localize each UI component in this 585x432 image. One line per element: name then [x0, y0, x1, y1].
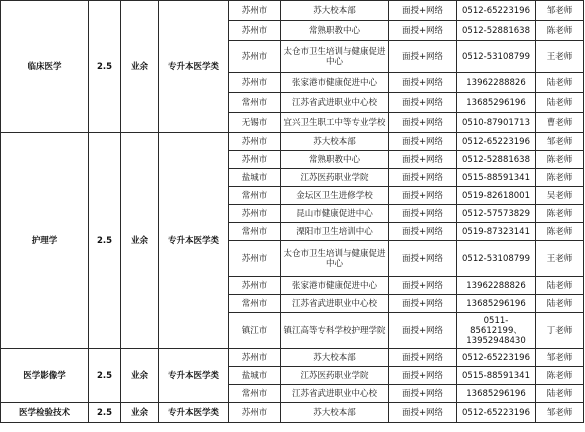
city-cell: 苏州市	[229, 205, 281, 223]
city-cell: 苏州市	[229, 403, 281, 423]
study-cell: 面授+网络	[389, 169, 457, 187]
study-cell: 面授+网络	[389, 205, 457, 223]
years-cell: 2.5	[89, 1, 121, 133]
school-cell: 苏大校本部	[281, 133, 389, 151]
study-cell: 面授+网络	[389, 241, 457, 277]
phone-cell: 13685296196	[457, 295, 536, 313]
phone-cell: 0512-65223196	[457, 133, 536, 151]
mode-cell: 业余	[121, 133, 159, 349]
contact-cell: 丁老师	[536, 313, 584, 349]
phone-cell: 0512-52881638	[457, 21, 536, 41]
city-cell: 常州市	[229, 295, 281, 313]
contact-cell: 陆老师	[536, 73, 584, 93]
phone-cell: 0512-57573829	[457, 205, 536, 223]
contact-cell: 陆老师	[536, 277, 584, 295]
contact-cell: 王老师	[536, 241, 584, 277]
school-cell: 苏大校本部	[281, 349, 389, 367]
school-cell: 昆山市健康促进中心	[281, 205, 389, 223]
school-cell: 张家港市健康促进中心	[281, 277, 389, 295]
study-cell: 面授+网络	[389, 151, 457, 169]
contact-cell: 邹老师	[536, 403, 584, 423]
phone-cell: 0519-87323141	[457, 223, 536, 241]
contact-cell: 王老师	[536, 41, 584, 73]
school-cell: 宜兴卫生职工中等专业学校	[281, 113, 389, 133]
phone-cell: 13962288826	[457, 73, 536, 93]
city-cell: 苏州市	[229, 241, 281, 277]
school-cell: 苏大校本部	[281, 403, 389, 423]
level-cell: 专升本医学类	[159, 403, 229, 423]
major-cell: 临床医学	[1, 1, 89, 133]
phone-cell: 13962288826	[457, 277, 536, 295]
phone-cell: 0512-53108799	[457, 41, 536, 73]
school-cell: 江苏省武进职业中心校	[281, 295, 389, 313]
school-cell: 溧阳市卫生培训中心	[281, 223, 389, 241]
study-cell: 面授+网络	[389, 367, 457, 385]
city-cell: 苏州市	[229, 73, 281, 93]
contact-cell: 曹老师	[536, 113, 584, 133]
study-cell: 面授+网络	[389, 223, 457, 241]
city-cell: 常州市	[229, 187, 281, 205]
contact-cell: 陈老师	[536, 205, 584, 223]
study-cell: 面授+网络	[389, 277, 457, 295]
city-cell: 常州市	[229, 385, 281, 403]
mode-cell: 业余	[121, 1, 159, 133]
school-cell: 太仓市卫生培训与健康促进中心	[281, 241, 389, 277]
study-cell: 面授+网络	[389, 403, 457, 423]
city-cell: 盐城市	[229, 367, 281, 385]
city-cell: 苏州市	[229, 277, 281, 295]
contact-cell: 陈老师	[536, 223, 584, 241]
study-cell: 面授+网络	[389, 21, 457, 41]
study-cell: 面授+网络	[389, 133, 457, 151]
school-cell: 江苏医药职业学院	[281, 169, 389, 187]
city-cell: 苏州市	[229, 151, 281, 169]
contact-cell: 陈老师	[536, 151, 584, 169]
phone-cell: 13685296196	[457, 385, 536, 403]
years-cell: 2.5	[89, 349, 121, 403]
school-cell: 常熟职教中心	[281, 21, 389, 41]
city-cell: 常州市	[229, 223, 281, 241]
major-cell: 医学影像学	[1, 349, 89, 403]
city-cell: 盐城市	[229, 169, 281, 187]
contact-cell: 陆老师	[536, 385, 584, 403]
major-cell: 医学检验技术	[1, 403, 89, 423]
contact-cell: 陈老师	[536, 21, 584, 41]
contact-cell: 陈老师	[536, 169, 584, 187]
study-cell: 面授+网络	[389, 113, 457, 133]
level-cell: 专升本医学类	[159, 349, 229, 403]
study-cell: 面授+网络	[389, 385, 457, 403]
city-cell: 苏州市	[229, 349, 281, 367]
phone-cell: 0512-65223196	[457, 403, 536, 423]
phone-cell: 0511-85612199、13952948430	[457, 313, 536, 349]
table-row	[1, 133, 584, 151]
study-cell: 面授+网络	[389, 349, 457, 367]
school-cell: 江苏省武进职业中心校	[281, 385, 389, 403]
city-cell: 苏州市	[229, 41, 281, 73]
level-cell: 专升本医学类	[159, 1, 229, 133]
school-cell: 江苏省武进职业中心校	[281, 93, 389, 113]
study-cell: 面授+网络	[389, 73, 457, 93]
study-cell: 面授+网络	[389, 313, 457, 349]
contact-cell: 邹老师	[536, 349, 584, 367]
school-cell: 张家港市健康促进中心	[281, 73, 389, 93]
contact-cell: 陆老师	[536, 295, 584, 313]
phone-cell: 0519-82618001	[457, 187, 536, 205]
phone-cell: 0515-88591341	[457, 169, 536, 187]
phone-cell: 0512-52881638	[457, 151, 536, 169]
school-cell: 镇江高等专科学校护理学院	[281, 313, 389, 349]
city-cell: 无锡市	[229, 113, 281, 133]
city-cell: 苏州市	[229, 133, 281, 151]
phone-cell: 13685296196	[457, 93, 536, 113]
contact-cell: 邹老师	[536, 133, 584, 151]
table-row	[1, 349, 584, 367]
table-row	[1, 403, 584, 423]
phone-cell: 0515-88591341	[457, 367, 536, 385]
city-cell: 苏州市	[229, 21, 281, 41]
study-cell: 面授+网络	[389, 41, 457, 73]
city-cell: 镇江市	[229, 313, 281, 349]
years-cell: 2.5	[89, 133, 121, 349]
years-cell: 2.5	[89, 403, 121, 423]
contact-cell: 吴老师	[536, 187, 584, 205]
mode-cell: 业余	[121, 349, 159, 403]
level-cell: 专升本医学类	[159, 133, 229, 349]
contact-cell: 陆老师	[536, 93, 584, 113]
contact-cell: 陈老师	[536, 367, 584, 385]
study-cell: 面授+网络	[389, 187, 457, 205]
study-cell: 面授+网络	[389, 1, 457, 21]
phone-cell: 0512-53108799	[457, 241, 536, 277]
major-cell: 护理学	[1, 133, 89, 349]
table-row	[1, 1, 584, 21]
study-cell: 面授+网络	[389, 295, 457, 313]
school-cell: 常熟职教中心	[281, 151, 389, 169]
phone-cell: 0512-65223196	[457, 1, 536, 21]
city-cell: 常州市	[229, 93, 281, 113]
school-cell: 苏大校本部	[281, 1, 389, 21]
phone-cell: 0512-65223196	[457, 349, 536, 367]
contact-cell: 邹老师	[536, 1, 584, 21]
phone-cell: 0510-87901713	[457, 113, 536, 133]
mode-cell: 业余	[121, 403, 159, 423]
school-cell: 江苏医药职业学院	[281, 367, 389, 385]
school-cell: 金坛区卫生进修学校	[281, 187, 389, 205]
city-cell: 苏州市	[229, 1, 281, 21]
school-cell: 太仓市卫生培训与健康促进中心	[281, 41, 389, 73]
study-cell: 面授+网络	[389, 93, 457, 113]
